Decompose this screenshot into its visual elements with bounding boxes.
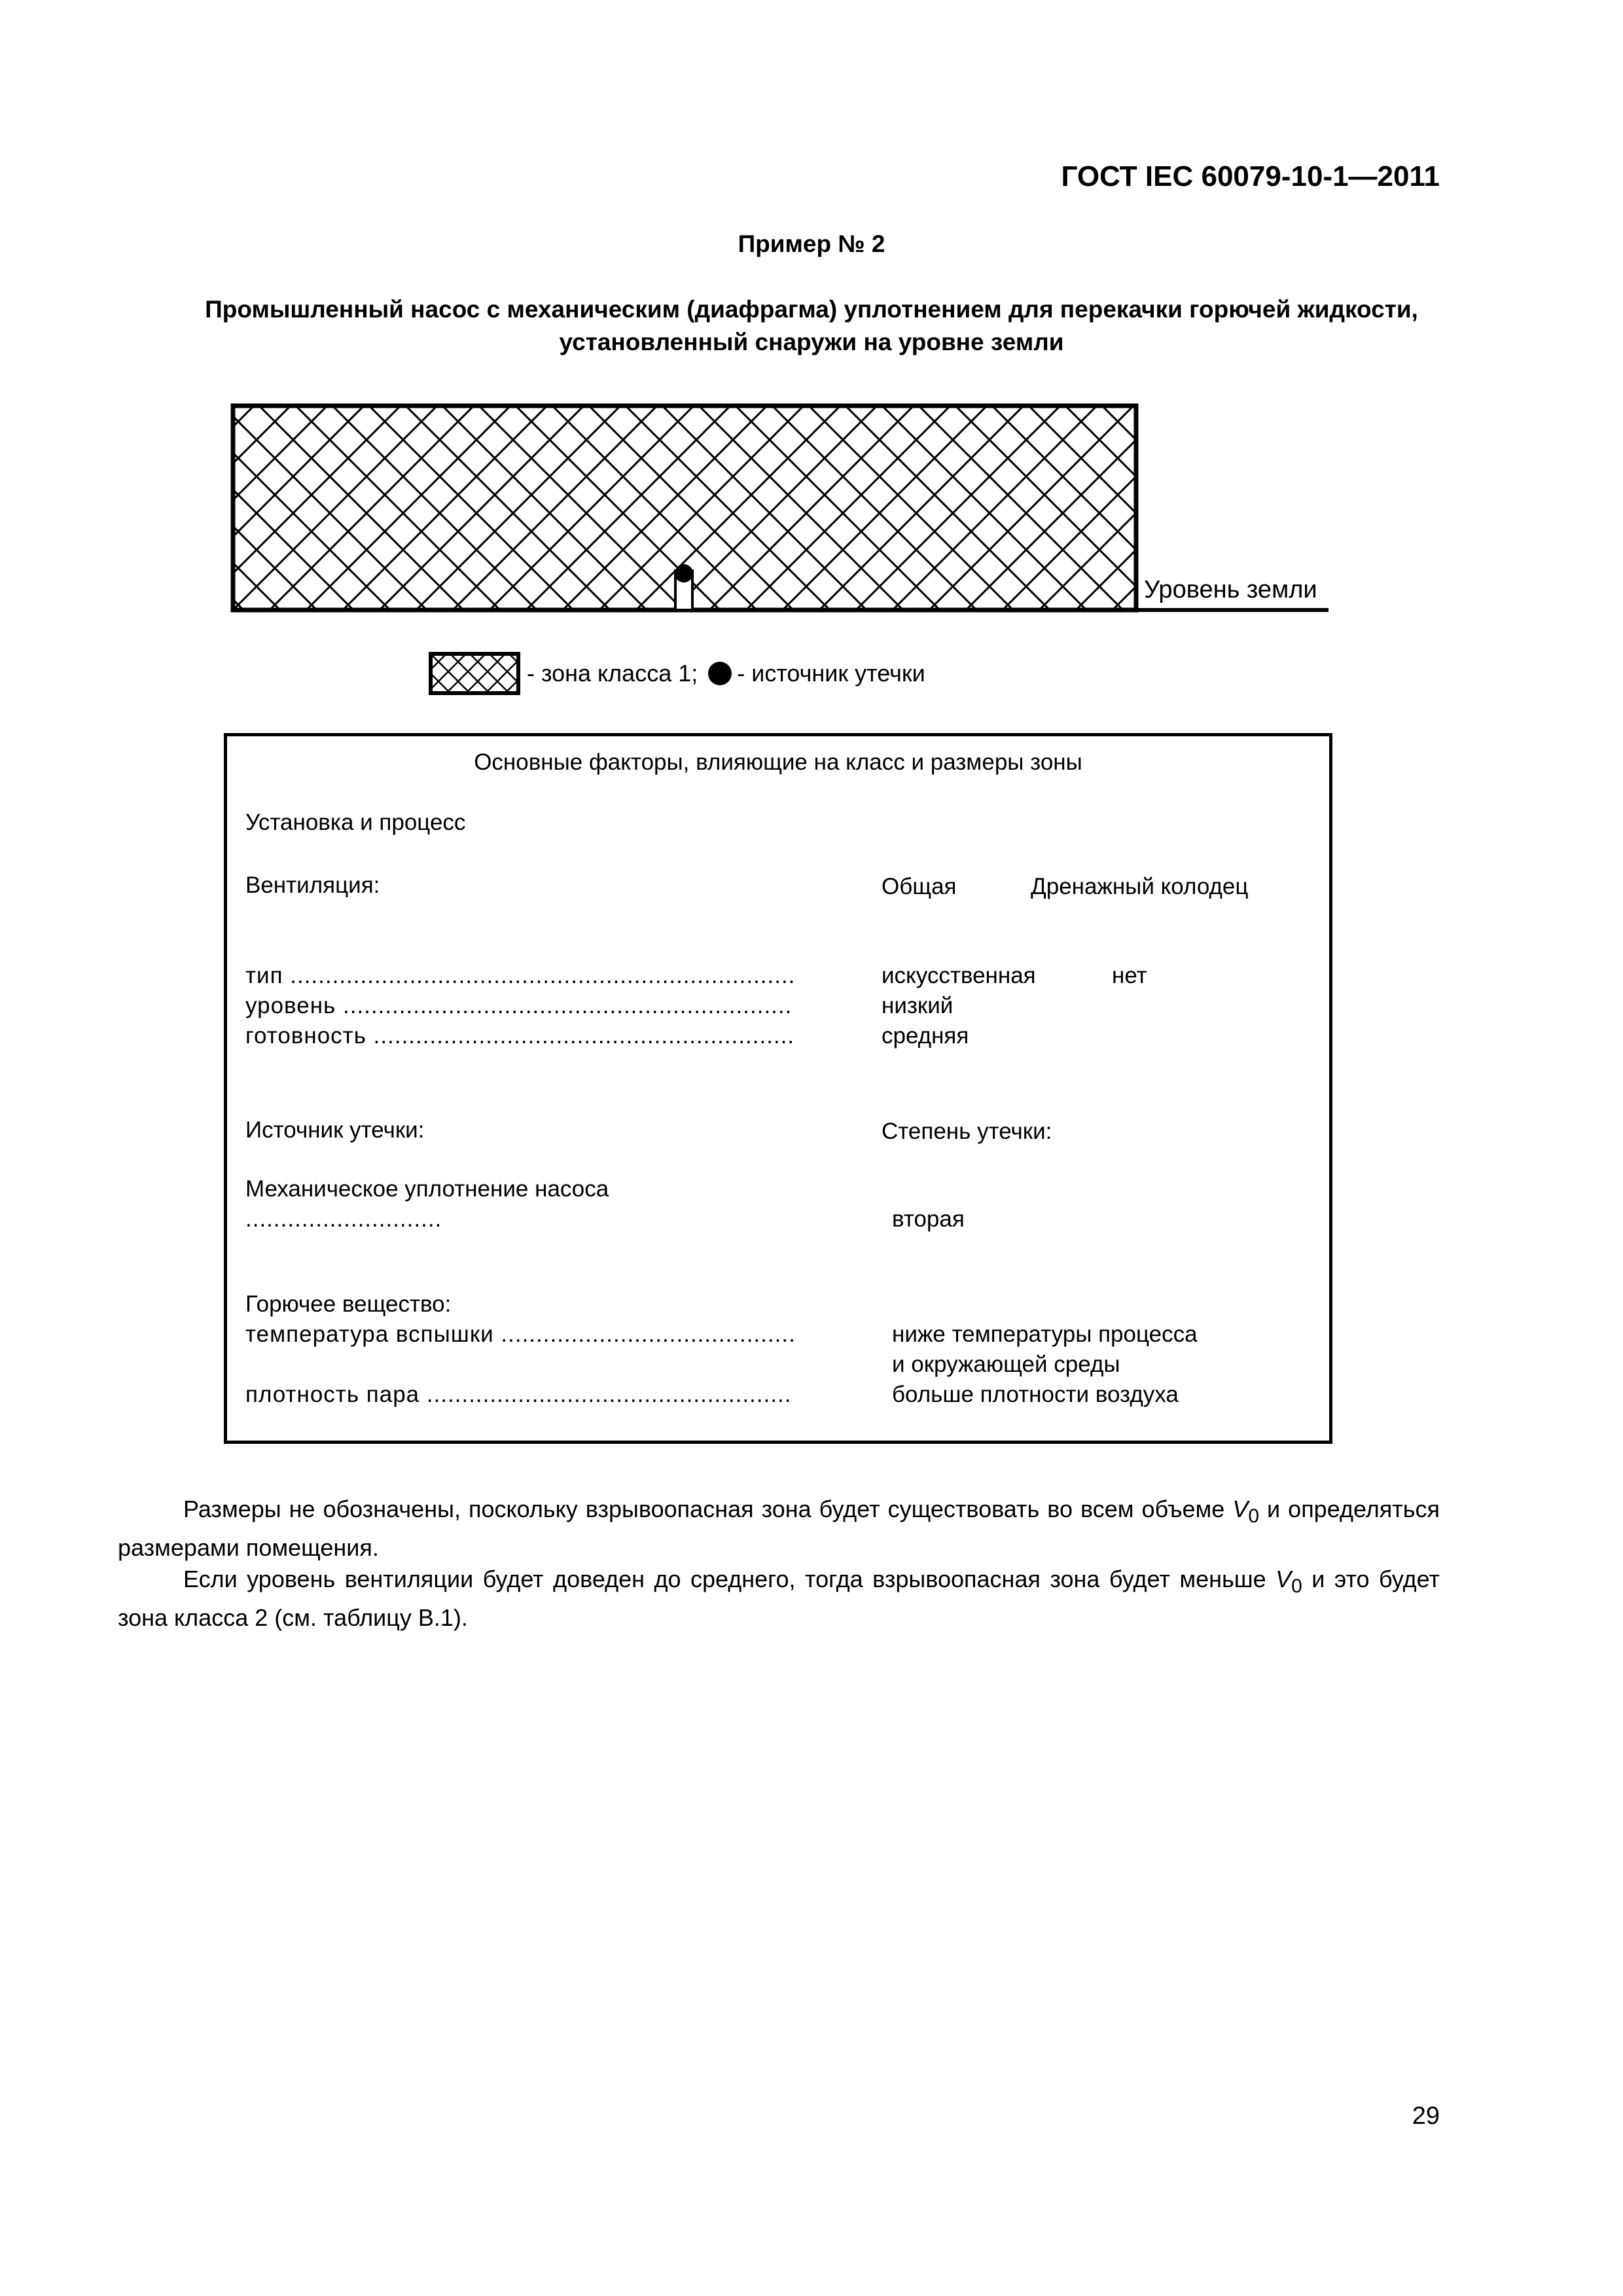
factors-table [224, 733, 1332, 1444]
substance-label: Горючее вещество: [245, 1291, 452, 1317]
legend-zone-text: - зона класса 1; [527, 660, 698, 687]
explanation-text [118, 1494, 1440, 1634]
ventilation-label: Вентиляция: [245, 872, 380, 898]
pump-symbol [675, 564, 693, 610]
ventilation-level-label: уровень ................................................................ [245, 993, 793, 1018]
flash-point-label: температура вспышки .......................................... [245, 1321, 796, 1347]
zone-1-swatch [429, 652, 520, 695]
leak-source-label: Источник утечки: [245, 1117, 425, 1143]
paragraph-1: Размеры не обозначены, поскольку взрывоопасная зона будет существовать во всем объеме $V_0$ и определяться размерами помещения. [118, 1496, 1440, 1562]
availability-label: готовность ............................................................ [245, 1023, 795, 1049]
flash-point-value-2: и окружающей среды [892, 1352, 1120, 1377]
column-general: Общая [882, 874, 957, 899]
pump-seal-degree: вторая [892, 1206, 965, 1232]
paragraph-2: Если уровень вентиляции будет доведен до среднего, тогда взрывоопасная зона будет меньше $V_0$ и это будет зона класса 2 (см. таблицу В.1). [118, 1566, 1440, 1632]
legend [429, 652, 925, 695]
ventilation-level-general: низкий [882, 993, 954, 1018]
factors-title: Основные факторы, влияющие на класс и размеры зоны [474, 749, 1082, 775]
column-drain: Дренажный колодец [1031, 874, 1249, 899]
leak-source-dot [675, 564, 693, 583]
leak-source-legend-icon [708, 662, 732, 685]
pump-seal-label: Механическое уплотнение насоса [245, 1176, 609, 1202]
document-code: ГОСТ IEC 60079-10-1—2011 [1061, 160, 1440, 192]
zone-diagram [0, 0, 1623, 655]
installation-label: Установка и процесс [245, 810, 466, 835]
legend-source-text: - источник утечки [737, 660, 925, 687]
ventilation-type-drain: нет [1112, 963, 1147, 988]
heading-line-2: установленный снаружи на уровне земли [559, 329, 1064, 355]
ground-level-label: Уровень земли [1144, 576, 1317, 603]
heading-line-1: Промышленный насос с механическим (диафрагма) уплотнением для перекачки горючей жидкости, [205, 296, 1418, 323]
ventilation-type-general: искусственная [882, 963, 1036, 988]
vapour-density-label: плотность пара .................................................... [245, 1382, 792, 1407]
page-number: 29 [1412, 2102, 1440, 2130]
availability-general: средняя [882, 1023, 969, 1049]
vapour-density-value: больше плотности воздуха [892, 1382, 1179, 1407]
ventilation-type-label: тип ........................................................................ [245, 963, 796, 988]
pump-seal-dots: ............................ [245, 1206, 442, 1232]
flash-point-value-1: ниже температуры процесса [892, 1321, 1198, 1347]
leak-degree-label: Степень утечки: [882, 1119, 1052, 1144]
example-title: Пример № 2 [738, 230, 885, 257]
